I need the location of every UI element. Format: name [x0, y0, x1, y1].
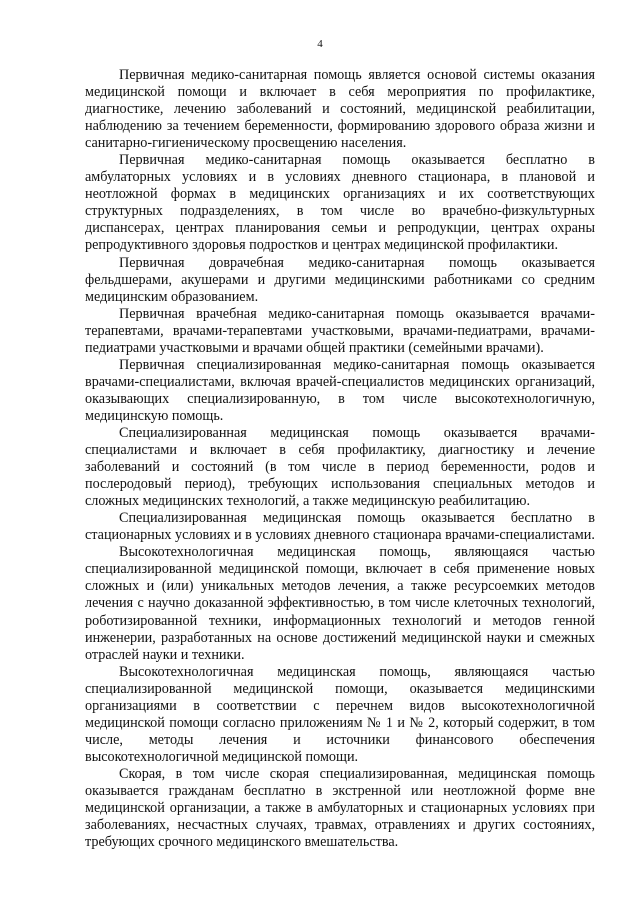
paragraph-pre-doctor-care: Первичная доврачебная медико-санитарная помощь оказывается фельдшерами, акушерами и другими медицинскими работниками со средним медицинским образованием. — [85, 254, 595, 305]
paragraph-specialized-primary-care: Первичная специализированная медико-санитарная помощь оказывается врачами-специалистами, включая врачей-специалистов медицинских организаций, оказывающих специализированную, в том числе высокотехнологичную, медицинскую помощь. — [85, 356, 595, 424]
paragraph-primary-care-free-conditions: Первичная медико-санитарная помощь оказывается бесплатно в амбулаторных условиях и в условиях дневного стационара, в плановой и неотложной формах в медицинских организациях и их соответствующих структурных подразделениях, в том числе во врачебно-физкультурных диспансерах, центрах планирования семьи и репродукции, центрах охраны репродуктивного здоровья подростков и центрах медицинской профилактики. — [85, 152, 595, 254]
page-number: 4 — [317, 38, 323, 50]
paragraph-high-tech-care-definition: Высокотехнологичная медицинская помощь, являющаяся частью специализированной медицинской помощи, включает в себя применение новых сложных и (или) уникальных методов лечения, а также ресурсоемких методов лечения с научно доказанной эффективностью, в том числе клеточных технологий, роботизированной техники, информационных технологий и методов генной инженерии, разработанных на основе достижений медицинской науки и смежных отраслей науки и техники. — [85, 544, 595, 663]
paragraph-high-tech-care-provision: Высокотехнологичная медицинская помощь, являющаяся частью специализированной медицинской помощи, оказывается медицинскими организациями в соответствии с перечнем видов высокотехнологичной медицинской помощи согласно приложениям № 1 и № 2, который содержит, в том числе, методы лечения и источники финансового обеспечения высокотехнологичной медицинской помощи. — [85, 663, 595, 765]
paragraph-primary-care-definition: Первичная медико-санитарная помощь является основой системы оказания медицинской помощи и включает в себя мероприятия по профилактике, диагностике, лечению заболеваний и состояний, медицинской реабилитации, наблюдению за течением беременности, формированию здорового образа жизни и санитарно-гигиеническому просвещению населения. — [85, 67, 595, 152]
paragraph-doctor-primary-care: Первичная врачебная медико-санитарная помощь оказывается врачами-терапевтами, врачами-терапевтами участковыми, врачами-педиатрами, врачами-педиатрами участковыми и врачами общей практики (семейными врачами). — [85, 305, 595, 356]
paragraph-specialized-care-free: Специализированная медицинская помощь оказывается бесплатно в стационарных условиях и в условиях дневного стационара врачами-специалистами. — [85, 510, 595, 544]
paragraph-emergency-care: Скорая, в том числе скорая специализированная, медицинская помощь оказывается гражданам бесплатно в экстренной или неотложной форме вне медицинской организации, а также в амбулаторных и стационарных условиях при заболеваниях, несчастных случаях, травмах, отравлениях и других состояниях, требующих срочного медицинского вмешательства. — [85, 765, 595, 851]
paragraph-specialized-care-definition: Специализированная медицинская помощь оказывается врачами-специалистами и включает в себя профилактику, диагностику и лечение заболеваний и состояний (в том числе в период беременности, родов и послеродовый период), требующих использования специальных методов и сложных медицинских технологий, а также медицинскую реабилитацию. — [85, 424, 595, 510]
document-body — [85, 67, 595, 851]
